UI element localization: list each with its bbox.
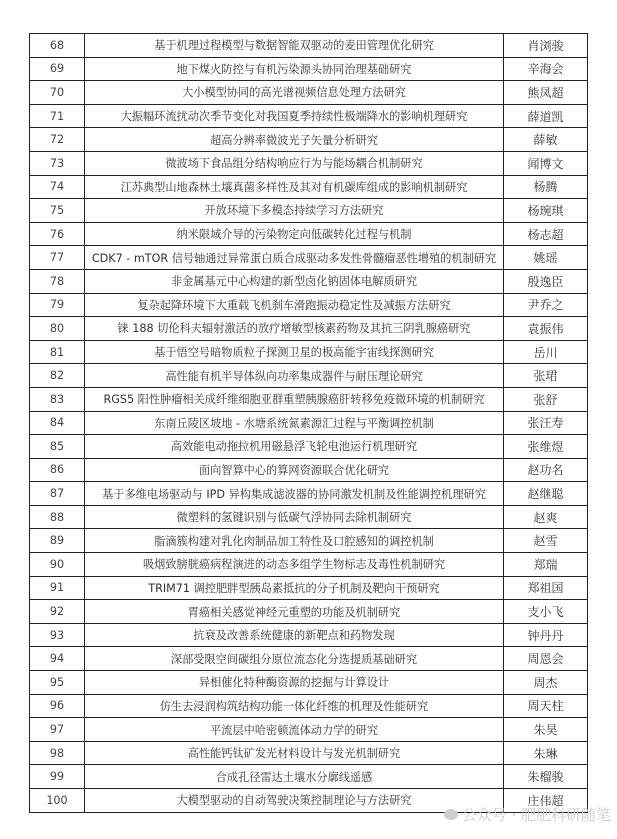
table-row <box>30 529 588 553</box>
principal-investigator: 赵雪 <box>504 529 588 553</box>
table-row <box>30 128 588 152</box>
principal-investigator: 钟丹丹 <box>504 623 588 647</box>
table-row <box>30 482 588 506</box>
project-title: 基于多维电场驱动与 IPD 异构集成滤波器的协同激发机制及性能调控机理研究 <box>85 482 504 506</box>
project-title: 抗衰及改善系统健康的新靶点和药物发现 <box>85 623 504 647</box>
project-title: 合成孔径雷达土壤水分廓线遥感 <box>85 765 504 789</box>
row-number: 92 <box>30 600 85 624</box>
principal-investigator: 赵爽 <box>504 505 588 529</box>
project-title: 开放环境下多模态持续学习方法研究 <box>85 199 504 223</box>
row-number: 90 <box>30 553 85 577</box>
row-number: 79 <box>30 293 85 317</box>
project-title: 基于悟空号暗物质粒子探测卫星的极高能宇宙线探测研究 <box>85 340 504 364</box>
table-row <box>30 435 588 459</box>
principal-investigator: 朱琳 <box>504 741 588 765</box>
row-number: 74 <box>30 175 85 199</box>
project-table-body <box>30 34 588 813</box>
row-number: 69 <box>30 57 85 81</box>
table-row <box>30 269 588 293</box>
project-title: 基于机理过程模型与数据智能双驱动的麦田管理优化研究 <box>85 34 504 58</box>
table-row <box>30 199 588 223</box>
principal-investigator: 支小飞 <box>504 600 588 624</box>
project-title: 平流层中哈密顿流体动力学的研究 <box>85 718 504 742</box>
row-number: 98 <box>30 741 85 765</box>
principal-investigator: 尹乔之 <box>504 293 588 317</box>
row-number: 93 <box>30 623 85 647</box>
project-title: 非金属基元中心构建的新型卤化钠固体电解质研究 <box>85 269 504 293</box>
project-title: 地下煤火防控与有机污染源头协同治理基础研究 <box>85 57 504 81</box>
table-row <box>30 623 588 647</box>
project-title: 高性能钙钛矿发光材料设计与发光机制研究 <box>85 741 504 765</box>
project-title: 高性能有机半导体纵向功率集成器件与耐压理论研究 <box>85 364 504 388</box>
principal-investigator: 张汪寿 <box>504 411 588 435</box>
principal-investigator: 闻博文 <box>504 151 588 175</box>
principal-investigator: 薛敏 <box>504 128 588 152</box>
row-number: 96 <box>30 694 85 718</box>
project-title: 纳米限域介导的污染物定向低碳转化过程与机制 <box>85 222 504 246</box>
principal-investigator: 岳川 <box>504 340 588 364</box>
row-number: 87 <box>30 482 85 506</box>
row-number: 82 <box>30 364 85 388</box>
principal-investigator: 肖浏骏 <box>504 34 588 58</box>
table-row <box>30 246 588 270</box>
table-row <box>30 222 588 246</box>
row-number: 85 <box>30 435 85 459</box>
project-title: 大模型驱动的自动驾驶决策控制理论与方法研究 <box>85 789 504 813</box>
project-title: 高效能电动拖拉机用磁悬浮飞轮电池运行机理研究 <box>85 435 504 459</box>
row-number: 71 <box>30 104 85 128</box>
row-number: 77 <box>30 246 85 270</box>
row-number: 97 <box>30 718 85 742</box>
row-number: 83 <box>30 387 85 411</box>
table-row <box>30 293 588 317</box>
principal-investigator: 殷逸臣 <box>504 269 588 293</box>
row-number: 88 <box>30 505 85 529</box>
row-number: 73 <box>30 151 85 175</box>
row-number: 80 <box>30 317 85 341</box>
row-number: 94 <box>30 647 85 671</box>
row-number: 75 <box>30 199 85 223</box>
principal-investigator: 朱昊 <box>504 718 588 742</box>
row-number: 95 <box>30 671 85 695</box>
project-title: 微波场下食品组分结构响应行为与能场耦合机制研究 <box>85 151 504 175</box>
table-row <box>30 317 588 341</box>
project-title: RGS5 阳性肿瘤相关成纤维细胞亚群重塑胰腺癌肝转移免疫微环境的机制研究 <box>85 387 504 411</box>
principal-investigator: 袁振伟 <box>504 317 588 341</box>
project-title: TRIM71 调控肥胖型胰岛素抵抗的分子机制及靶向干预研究 <box>85 576 504 600</box>
project-title: 大振幅环流扰动次季节变化对我国夏季持续性极端降水的影响机理研究 <box>85 104 504 128</box>
principal-investigator: 杨琬琪 <box>504 199 588 223</box>
principal-investigator: 周天柱 <box>504 694 588 718</box>
row-number: 91 <box>30 576 85 600</box>
table-row <box>30 458 588 482</box>
table-row <box>30 340 588 364</box>
row-number: 100 <box>30 789 85 813</box>
project-title: 吸烟致膀胱癌病程演进的动态多组学生物标志及毒性机制研究 <box>85 553 504 577</box>
project-title: 异相催化特种酶资源的挖掘与计算设计 <box>85 671 504 695</box>
principal-investigator: 姚瑶 <box>504 246 588 270</box>
project-title: 大小模型协同的高光谱视频信息处理方法研究 <box>85 81 504 105</box>
principal-investigator: 周恩会 <box>504 647 588 671</box>
project-title: 脂滴簇构建对乳化肉制品加工特性及口腔感知的调控机制 <box>85 529 504 553</box>
table-row <box>30 718 588 742</box>
project-title: 超高分辨率微波光子矢量分析研究 <box>85 128 504 152</box>
table-row <box>30 364 588 388</box>
table-row <box>30 647 588 671</box>
project-title: 复杂起降环境下大重载飞机刹车滑跑振动稳定性及减振方法研究 <box>85 293 504 317</box>
watermark <box>444 804 611 825</box>
table-row <box>30 694 588 718</box>
table-row <box>30 600 588 624</box>
project-title: CDK7 - mTOR 信号轴通过异常蛋白质合成驱动多发性骨髓瘤恶性增殖的机制研究 <box>85 246 504 270</box>
table-row <box>30 34 588 58</box>
row-number: 70 <box>30 81 85 105</box>
project-table <box>29 33 588 813</box>
table-row <box>30 81 588 105</box>
project-title: 深部受限空间碳组分原位流态化分选提质基础研究 <box>85 647 504 671</box>
table-row <box>30 387 588 411</box>
project-title: 东南丘陵区坡地 - 水塘系统氮素源汇过程与平衡调控机制 <box>85 411 504 435</box>
row-number: 84 <box>30 411 85 435</box>
principal-investigator: 张维煜 <box>504 435 588 459</box>
project-title: 铼 188 切伦科夫辐射激活的放疗增敏型核素药物及其抗三阴乳腺癌研究 <box>85 317 504 341</box>
table-row <box>30 175 588 199</box>
row-number: 81 <box>30 340 85 364</box>
table-row <box>30 104 588 128</box>
row-number: 78 <box>30 269 85 293</box>
table-row <box>30 553 588 577</box>
row-number: 99 <box>30 765 85 789</box>
principal-investigator: 杨腾 <box>504 175 588 199</box>
table-row <box>30 505 588 529</box>
row-number: 89 <box>30 529 85 553</box>
table-row <box>30 741 588 765</box>
table-row <box>30 576 588 600</box>
principal-investigator: 郑瑞 <box>504 553 588 577</box>
project-title: 微塑料的氢键识别与低碳气浮协同去除机制研究 <box>85 505 504 529</box>
principal-investigator: 郑祖国 <box>504 576 588 600</box>
principal-investigator: 辛海会 <box>504 57 588 81</box>
wechat-icon <box>444 809 458 820</box>
principal-investigator: 周杰 <box>504 671 588 695</box>
principal-investigator: 赵功名 <box>504 458 588 482</box>
row-number: 76 <box>30 222 85 246</box>
principal-investigator: 杨志超 <box>504 222 588 246</box>
table-row <box>30 57 588 81</box>
principal-investigator: 熊凤超 <box>504 81 588 105</box>
table-row <box>30 151 588 175</box>
principal-investigator: 朱榴骏 <box>504 765 588 789</box>
watermark-text: 公众号 · 肥肥科研随笔 <box>461 806 611 824</box>
row-number: 68 <box>30 34 85 58</box>
project-title: 面向智算中心的算网资源联合优化研究 <box>85 458 504 482</box>
principal-investigator: 庄伟超 <box>504 789 588 813</box>
row-number: 72 <box>30 128 85 152</box>
project-title: 江苏典型山地森林土壤真菌多样性及其对有机碳库组成的影响机制研究 <box>85 175 504 199</box>
project-title: 胃癌相关感觉神经元重塑的功能及机制研究 <box>85 600 504 624</box>
row-number: 86 <box>30 458 85 482</box>
principal-investigator: 张舒 <box>504 387 588 411</box>
principal-investigator: 张珺 <box>504 364 588 388</box>
principal-investigator: 薛道凯 <box>504 104 588 128</box>
principal-investigator: 赵继聪 <box>504 482 588 506</box>
table-row <box>30 765 588 789</box>
table-row <box>30 411 588 435</box>
table-row <box>30 671 588 695</box>
project-title: 仿生去浸润构筑结构功能一体化纤维的机理及性能研究 <box>85 694 504 718</box>
